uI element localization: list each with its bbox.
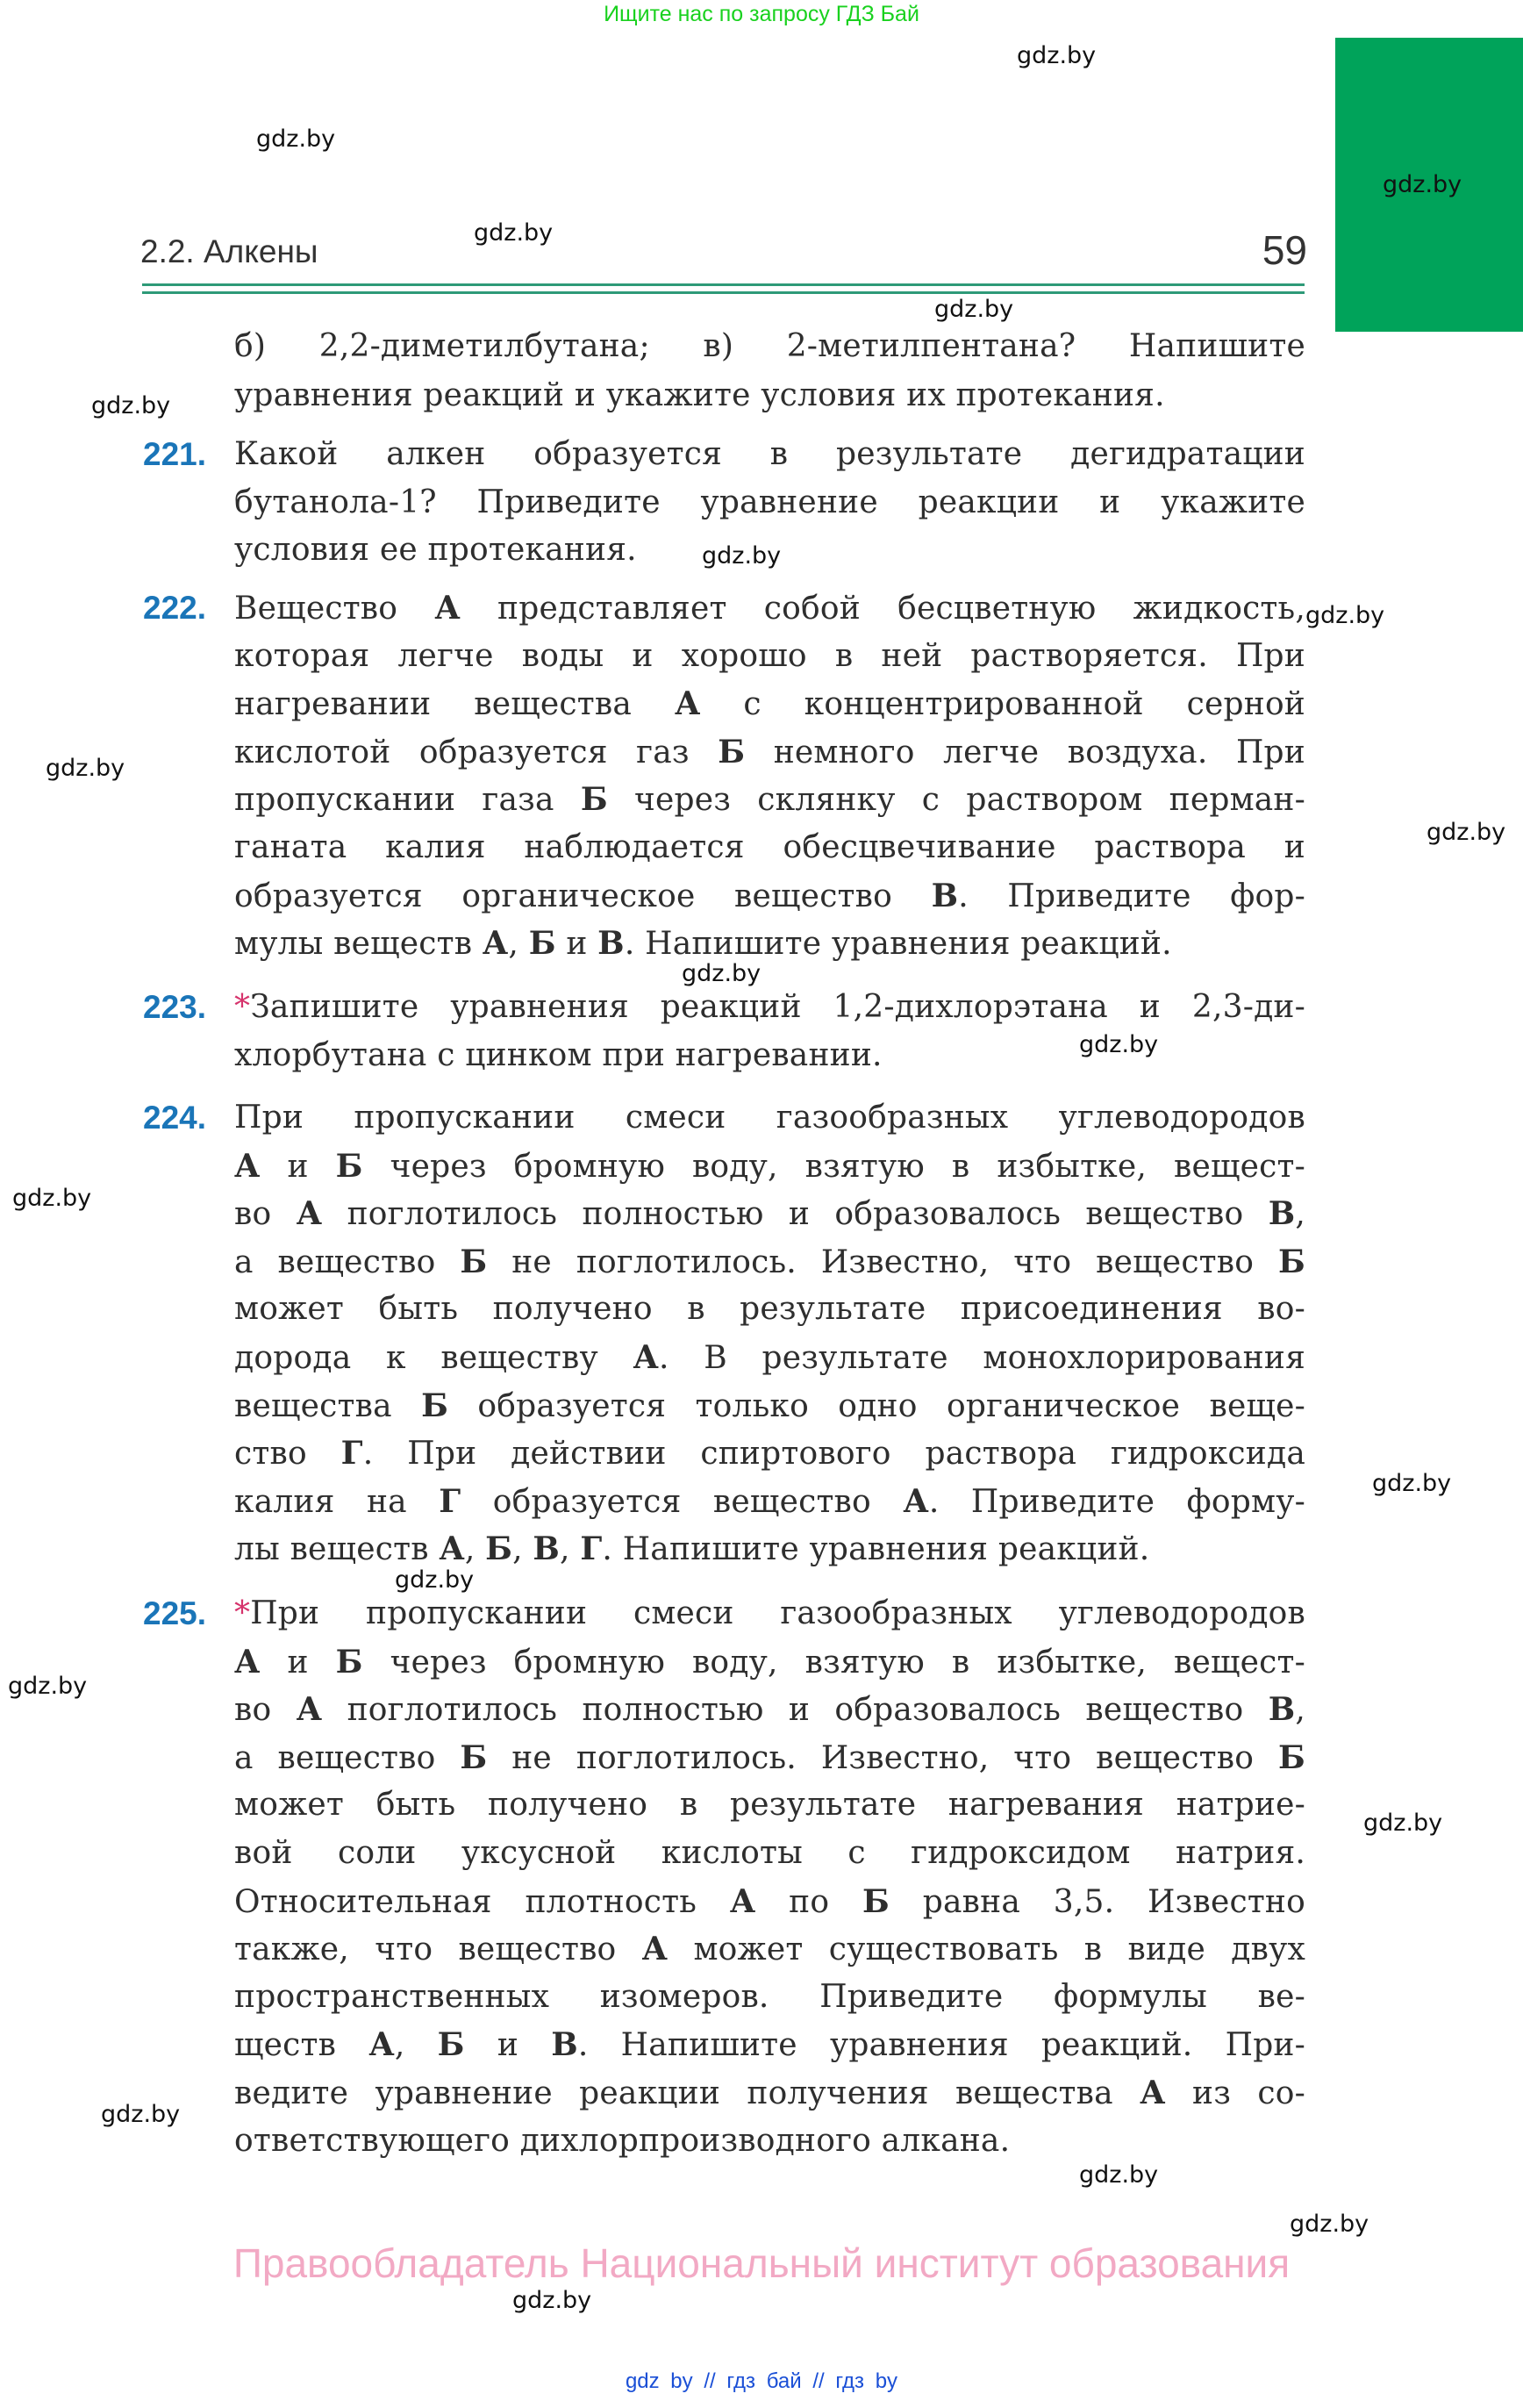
text-line: *При пропускании смеси газообразных углеводородов — [234, 1595, 1305, 1631]
page-number: 59 — [1262, 227, 1307, 273]
substance-label: В — [1268, 1691, 1296, 1728]
text-line: пространственных изомеров. Приведите формулы ве- — [234, 1979, 1305, 2015]
problem-number: 223. — [143, 989, 207, 1025]
text-line: А и Б через бромную воду, взятую в избытке, вещест- — [234, 1148, 1305, 1185]
substance-label: В — [597, 925, 625, 962]
watermark: gdz.by — [101, 2101, 181, 2128]
text-line: ществ А, Б и В. Напишите уравнения реакций. При- — [234, 2026, 1305, 2063]
substance-label: А — [674, 685, 701, 722]
text-line: во А поглотилось полностью и образовалось вещество В, — [234, 1691, 1305, 1728]
text-line: уравнения реакций и укажите условия их протекания. — [234, 377, 1165, 413]
problem-number: 224. — [143, 1100, 207, 1136]
substance-label: А — [729, 1883, 756, 1920]
substance-label: Б — [335, 1148, 363, 1185]
footer-link-3[interactable]: гдз by — [835, 2369, 898, 2393]
text-line: Относительная плотность А по Б равна 3,5. Известно — [234, 1883, 1306, 1920]
text-line: б) 2,2-диметилбутана; в) 2-метилпентана? Напишите — [234, 328, 1305, 364]
text-line: кислотой образуется газ Б немного легче воздуха. При — [234, 734, 1306, 770]
text-line: *Запишите уравнения реакций 1,2-дихлорэтана и 2,3-ди- — [234, 989, 1305, 1025]
text-line: хлорбутана с цинком при нагревании. — [234, 1037, 883, 1073]
watermark: gdz.by — [1017, 42, 1097, 69]
substance-label: А — [368, 2026, 395, 2063]
watermark: gdz.by — [474, 219, 554, 247]
substance-label: Б — [1278, 1243, 1305, 1280]
substance-label: А — [439, 1530, 465, 1567]
watermark: gdz.by — [395, 1566, 475, 1594]
text-line: вещества Б образуется только одно органическое веще- — [234, 1387, 1305, 1424]
watermark: gdz.by — [1290, 2211, 1369, 2238]
text-line: также, что вещество А может существовать в виде двух — [234, 1931, 1305, 1967]
substance-label: А — [434, 590, 461, 627]
substance-label: Г — [439, 1483, 461, 1520]
substance-label: Б — [1278, 1739, 1305, 1776]
watermark: gdz.by — [91, 392, 171, 419]
substance-label: А — [1140, 2075, 1166, 2111]
asterisk-icon: * — [234, 1595, 251, 1631]
footer-link-1[interactable]: gdz by — [625, 2369, 693, 2393]
footer-links — [0, 2369, 1523, 2394]
text-line: ство Г. При действии спиртового раствора гидроксида — [234, 1435, 1305, 1472]
problem-number: 221. — [143, 436, 207, 472]
watermark: gdz.by — [702, 542, 782, 570]
watermark: gdz.by — [1363, 1810, 1443, 1837]
substance-label: В — [533, 1530, 561, 1567]
promo-banner: Ищите нас по запросу ГДЗ Бай — [604, 2, 919, 26]
asterisk-icon: * — [234, 989, 251, 1025]
watermark: gdz.by — [12, 1185, 92, 1212]
watermark: gdz.by — [682, 960, 762, 987]
substance-label: Б — [421, 1387, 449, 1424]
text-line: может быть получено в результате присоединения во- — [234, 1291, 1305, 1327]
substance-label: Б — [485, 1530, 513, 1567]
text-line: которая легче воды и хорошо в ней растворяется. При — [234, 638, 1305, 674]
substance-label: А — [234, 1148, 261, 1185]
substance-label: А — [903, 1483, 929, 1520]
substance-label: В — [1268, 1195, 1296, 1232]
watermark: gdz.by — [1426, 819, 1506, 846]
substance-label: Г — [580, 1530, 603, 1567]
text-line: А и Б через бромную воду, взятую в избытке, вещест- — [234, 1644, 1305, 1681]
header-rule-bottom — [142, 291, 1305, 294]
text-line: ганата калия наблюдается обесцвечивание раствора и — [234, 829, 1305, 865]
substance-label: Б — [437, 2026, 465, 2063]
watermark: gdz.by — [8, 1673, 88, 1700]
text-line: а вещество Б не поглотилось. Известно, что вещество Б — [234, 1243, 1305, 1280]
substance-label: В — [931, 878, 959, 914]
problem-number: 222. — [143, 590, 207, 626]
watermark: gdz.by — [1305, 602, 1385, 629]
substance-label: А — [633, 1339, 659, 1376]
watermark: gdz.by — [1079, 2161, 1159, 2189]
watermark: gdz.by — [46, 755, 125, 782]
text-line: вой соли уксусной кислоты с гидроксидом натрия. — [234, 1835, 1305, 1871]
text-line: ведите уравнение реакции получения вещества А из со- — [234, 2075, 1306, 2111]
substance-label: Б — [580, 781, 608, 818]
text-line: Какой алкен образуется в результате дегидратации — [234, 436, 1305, 472]
text-line: условия ее протекания. — [234, 532, 637, 568]
footer-separator-1: // — [704, 2369, 716, 2393]
watermark: gdz.by — [256, 125, 336, 153]
watermark: gdz.by — [1372, 1470, 1452, 1497]
substance-label: А — [482, 925, 509, 962]
substance-label: А — [641, 1931, 669, 1967]
watermark: gdz.by — [512, 2287, 592, 2314]
text-line: ответствующего дихлорпроизводного алкана. — [234, 2123, 1011, 2159]
text-line: может быть получено в результате нагревания натрие- — [234, 1787, 1305, 1823]
text-line: образуется органическое вещество В. Приведите фор- — [234, 878, 1305, 914]
substance-label: Б — [460, 1243, 488, 1280]
text-line: а вещество Б не поглотилось. Известно, что вещество Б — [234, 1739, 1305, 1776]
text-line: нагревании вещества А с концентрированной серной — [234, 685, 1306, 722]
substance-label: В — [551, 2026, 578, 2063]
text-line: калия на Г образуется вещество А. Приведите форму- — [234, 1483, 1305, 1520]
text-line: При пропускании смеси газообразных углеводородов — [234, 1100, 1305, 1136]
substance-label: А — [234, 1644, 261, 1681]
problem-number: 225. — [143, 1595, 207, 1631]
substance-label: Г — [340, 1435, 363, 1472]
footer-separator-2: // — [812, 2369, 825, 2393]
text-line: лы веществ А, Б, В, Г. Напишите уравнения реакций. — [234, 1530, 1150, 1567]
text-line: дорода к веществу А. В результате монохлорирования — [234, 1339, 1305, 1376]
section-title: 2.2. Алкены — [140, 233, 318, 269]
text-line: во А поглотилось полностью и образовалось вещество В, — [234, 1195, 1305, 1232]
substance-label: Б — [718, 734, 746, 770]
text-line: пропускании газа Б через склянку с раствором перман- — [234, 781, 1305, 818]
watermark: gdz.by — [934, 296, 1014, 323]
watermark: gdz.by — [1383, 171, 1462, 198]
header-rule-top — [142, 283, 1305, 286]
text-line: Вещество А представляет собой бесцветную жидкость, — [234, 590, 1305, 627]
footer-link-2[interactable]: гдз бай — [726, 2369, 802, 2393]
copyright-notice: Правообладатель Национальный институт образования — [232, 2240, 1291, 2286]
substance-label: Б — [460, 1739, 488, 1776]
text-line: бутанола-1? Приведите уравнение реакции и укажите — [234, 484, 1305, 520]
substance-label: Б — [528, 925, 556, 962]
substance-label: А — [296, 1195, 323, 1232]
substance-label: Б — [862, 1883, 890, 1920]
substance-label: Б — [335, 1644, 363, 1681]
substance-label: А — [296, 1691, 323, 1728]
watermark: gdz.by — [1079, 1031, 1159, 1058]
text-line: мулы веществ А, Б и В. Напишите уравнения реакций. — [234, 925, 1172, 962]
